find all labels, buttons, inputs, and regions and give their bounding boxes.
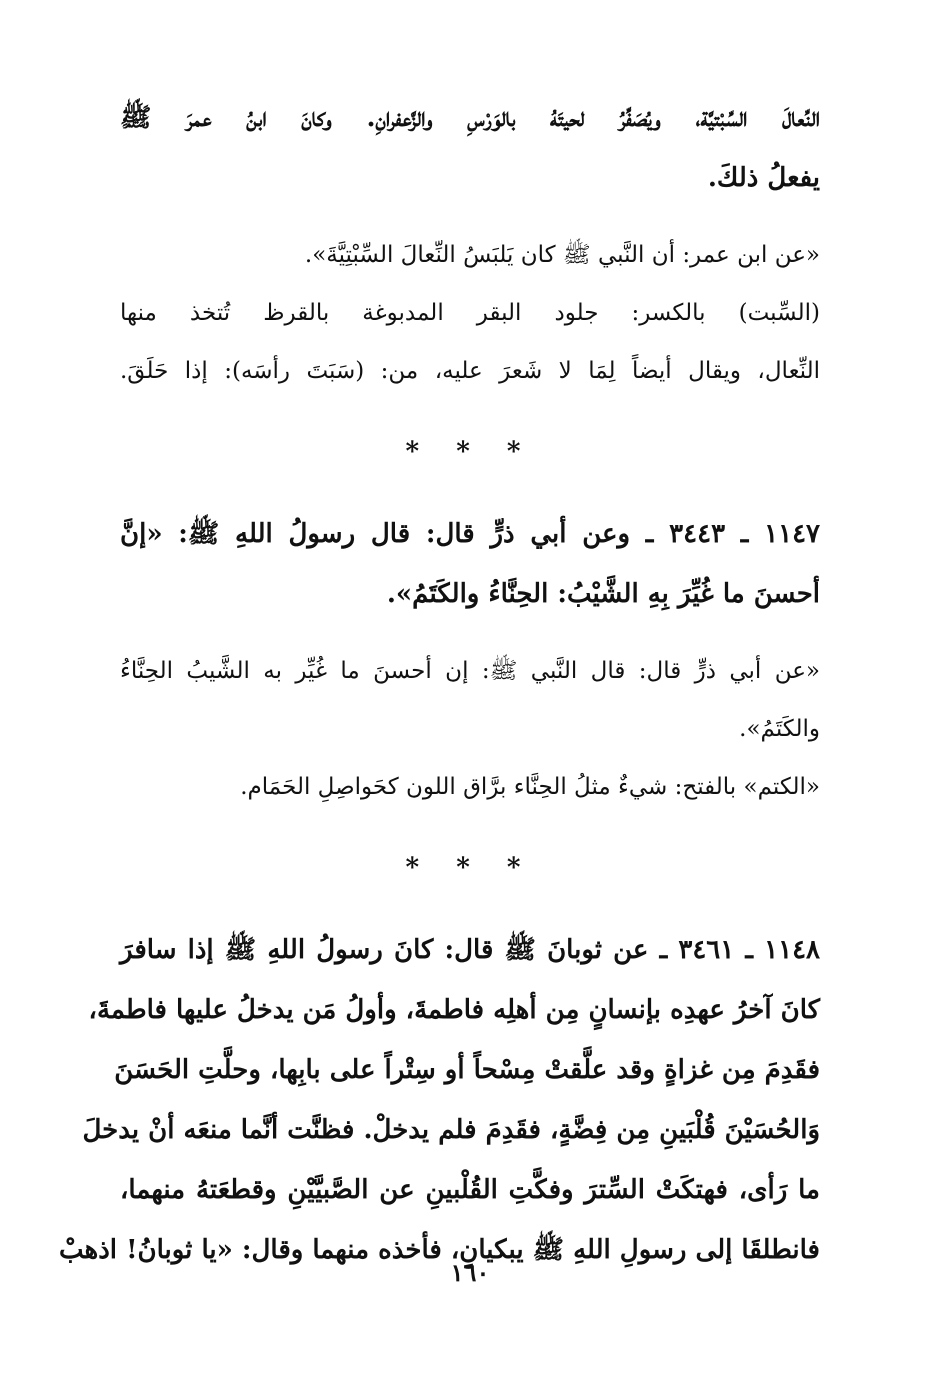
text-line: (السِّبت) بالكسر: جلود البقر المدبوغة بالقرظ تُتخذ منها (120, 300, 820, 326)
hadith-text (58, 920, 820, 1280)
text-line: ١١٤٧ ـ ٣٤٤٣ ـ وعن أبي ذرٍّ قال: قال رسولُ اللهِ ﷺ: «إنَّ (120, 519, 820, 549)
text-line: «عن ابن عمر: أن النَّبي ﷺ كان يَلبَسُ النِّعالَ السِّبْتِيَّةَ». (304, 242, 820, 268)
text-line: وَالحُسَيْنَ قُلْبَينِ مِن فِضَّةٍ، فقَدِمَ فلم يدخلْ. فظنَّت أنَّما منعَه أنْ يدخلَ (82, 1115, 820, 1145)
page-number: ١٦٠ (450, 1258, 490, 1287)
text-line: «الكتم» بالفتح: شيءٌ مثلُ الحِنَّاء برَّاق اللون كحَواصِلِ الحَمَام. (240, 774, 820, 800)
text-line: «عن أبي ذرٍّ قال: قال النَّبي ﷺ: إن أحسنَ ما غُيِّر به الشَّيبُ الحِنَّاءُ (120, 658, 820, 684)
text-line: فانطلقَا إلى رسولِ اللهِ ﷺ يبكيانِ، فأخذه منهما وقال: «يا ثوبانُ! اذهبْ (58, 1235, 820, 1265)
commentary-text (120, 642, 820, 758)
section-divider: * * * (405, 437, 535, 467)
hadith-text (120, 504, 820, 624)
page-content (58, 88, 820, 1280)
paragraph-text (120, 88, 820, 208)
text-line: كانَ آخرُ عهدِه بإنسانٍ مِن أهلِه فاطمةَ، وأولُ مَن يدخلُ عليها فاطمةَ، (88, 995, 820, 1025)
text-line: النِّعالَ السِّبْتيَّة، ويُصَفِّرُ لحيتَهُ بالوَرْسِ والزَّعفرانِ. وكانَ ابنُ عمرَ ﷺ (120, 103, 820, 133)
text-line: أحسنَ ما غُيِّرَ بِهِ الشَّيْبُ: الحِنَّاءُ والكَتَمُ». (386, 579, 820, 609)
commentary-text (120, 226, 820, 284)
commentary-text (120, 284, 820, 400)
text-line: ١١٤٨ ـ ٣٤٦١ ـ عن ثوبانَ ﷺ قال: كانَ رسولُ اللهِ ﷺ إذا سافرَ (120, 935, 820, 965)
text-line: النِّعال، ويقال أيضاً لِمَا لا شَعرَ عليه، من: (سَبَتَ رأسَه): إذا حَلَقَ. (120, 358, 820, 384)
section-divider: * * * (405, 853, 535, 883)
text-line: ما رَأى، فهتكَتْ السِّترَ وفكَّتِ القُلْبينِ عن الصَّبيَّيْنِ وقطعَتهُ منهما، (120, 1175, 820, 1205)
commentary-text (120, 758, 820, 816)
text-line: يفعلُ ذلكَ. (707, 163, 820, 193)
text-line: والكَتَمُ». (739, 716, 820, 742)
text-line: فقَدِمَ مِن غزاةٍ وقد علَّقتْ مِسْحاً أو سِتْراً على بابِها، وحلَّتِ الحَسَنَ (114, 1055, 820, 1085)
